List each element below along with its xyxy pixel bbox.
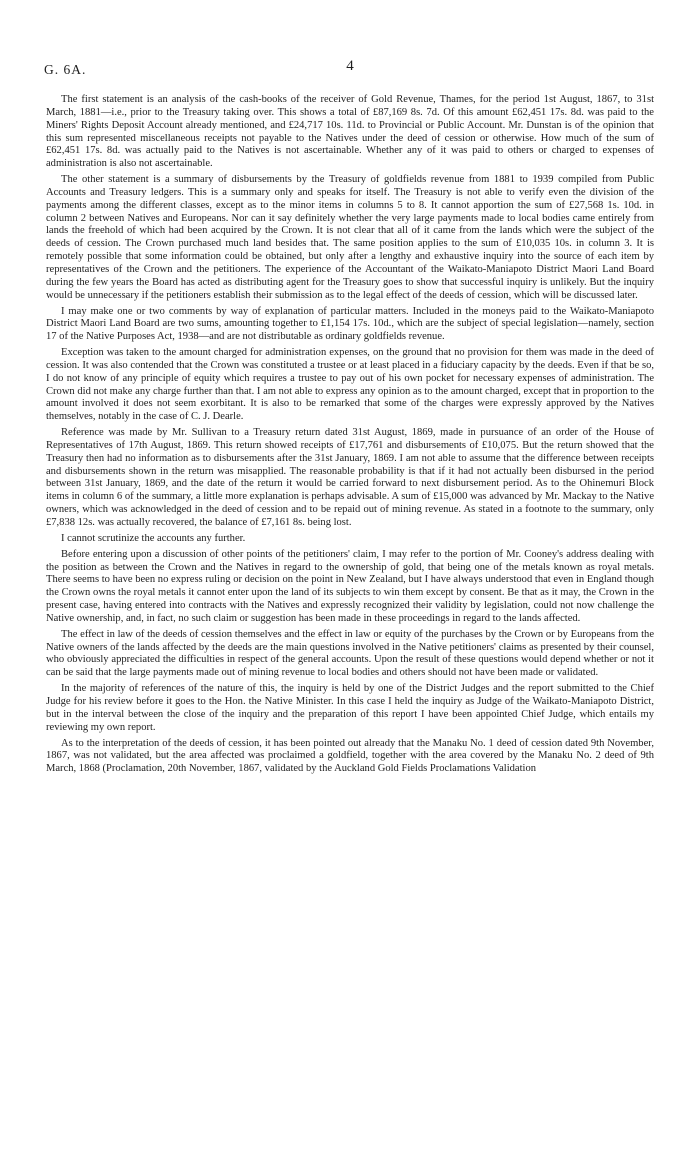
paragraph: Before entering upon a discussion of other points of the petitioners' claim, I may refer to the portion of Mr. Cooney's address dealing with the position as between the Crown and the Natives in regard to the ownership of gold, that being one of the metals known as royal metals. There seems to have been no express ruling or decision on the point in New Zealand, but I have always understood that even in England though the Crown owns the royal metals it cannot enter upon the land of its subjects to win them except by consent. Be that as it may, the Crown in the present case, having entered into contracts with the Natives and expressly recognized their validity by legislation, could not now challenge the Native ownership, and, in fact, no such claim or suggestion has been made in these proceedings in regard to the lands affected. bbox=[46, 548, 654, 624]
paragraph: I cannot scrutinize the accounts any further. bbox=[61, 532, 246, 544]
paragraph: As to the interpretation of the deeds of cession, it has been pointed out already that the Manaku No. 1 deed of cession dated 9th November, 1867, was not validated, but the area affected was proclaimed a goldfield, together with the area covered by the Manaku No. 2 deed of 9th March, 1868 (Proclamation, 20th November, 1867, validated by the Auckland Gold Fields Proclamations Validation bbox=[46, 737, 654, 775]
body-text bbox=[46, 94, 654, 776]
page-number: 4 bbox=[346, 58, 354, 74]
paragraph: The effect in law of the deeds of cession themselves and the effect in law or equity of the purchases by the Crown or by Europeans from the Native owners of the lands affected by the deeds are the main questions involved in the Native petitioners' claims as presented by their counsel, who obviously appreciated the difficulties in respect of the general accounts. Upon the result of these questions would depend whether or not it can be said that the large payments made out of mining revenue to local bodies and others should not have been made or validated. bbox=[46, 628, 654, 679]
paragraph: The first statement is an analysis of the cash-books of the receiver of Gold Revenue, Thames, for the period 1st August, 1867, to 31st March, 1881—i.e., prior to the Treasury taking over. This shows a total of £87,169 8s. 7d. Of this amount £62,451 17s. 8d. was paid to the Miners' Rights Deposit Account already mentioned, and £24,717 10s. 11d. to Provincial or Public Account. Mr. Dunstan is of the opinion that this sum represented miscellaneous receipts not payable to the Natives under the deed of cession or otherwise. How much of the sum of £62,451 17s. 8d. was actually paid to the Natives is not ascertainable. Whether any of it was paid to others or charged to expenses of administration is also not ascertainable. bbox=[46, 94, 654, 170]
paragraph: I may make one or two comments by way of explanation of particular matters. Included in the moneys paid to the Waikato-Maniapoto District Maori Land Board are two sums, amounting together to £1,154 17s. 10d., which are the subject of special legislation—namely, section 17 of the Native Purposes Act, 1938—and are not distributable as ordinary goldfields revenue. bbox=[46, 305, 654, 343]
paragraph: The other statement is a summary of disbursements by the Treasury of goldfields revenue from 1881 to 1939 compiled from Public Accounts and Treasury ledgers. This is a summary only and speaks for itself. The Treasury is not able to verify even the division of the payments among the different classes, except as to the minor items in columns 5 to 8. It cannot apportion the sum of £27,568 1s. 10d. in column 2 between Natives and Europeans. Nor can it say definitely whether the very large payments made to local bodies came entirely from lands the freehold of which had been acquired by the Crown. It is not clear that all of it came from the lands which were the subject of the deeds of cession. The Crown purchased much land besides that. The same position applies to the sum of £10,035 10s. in column 3. It is remotely possible that some information could be obtained, but only after a lengthy and exhaustive inquiry into the source of each item by representatives of the Crown and the petitioners. The experience of the Accountant of the Waikato-Maniapoto District Maori Land Board during the few years the Board has acted as distributing agent for the Treasury goes to show that successful inquiry is unlikely. But the inquiry would be unnecessary if the petitioners establish their submission as to the legal effect of the deeds of cession, which will be discussed later. bbox=[46, 174, 654, 301]
paragraph: Reference was made by Mr. Sullivan to a Treasury return dated 31st August, 1869, made in pursuance of an order of the House of Representatives of 17th August, 1869. This return showed receipts of £17,761 and disbursements of £10,075. But the return showed that the Treasury then had no information as to disbursements after the 31st January, 1869. I am not able to assume that the difference between receipts and disbursements shown in the return was misapplied. The reasonable probability is that if it had not actually been disbursed in the period between 31st January, 1869, and the date of the return it would be carried forward to next disbursement period. As to the Ohinemuri Block items in column 6 of the summary, a little more explanation is perhaps advisable. A sum of £15,000 was advanced by Mr. Mackay to the Native owners, which was acknowledged in the deed of cession and to be repaid out of mining revenue. As stated in a footnote to the summary, only £7,838 12s. was actually recovered, the balance of £7,161 8s. being lost. bbox=[46, 427, 654, 528]
page-reference: G. 6A. bbox=[44, 62, 87, 77]
paragraph: Exception was taken to the amount charged for administration expenses, on the ground that no provision for them was made in the deed of cession. It was also contended that the Crown was constituted a trustee or at least placed in a fiduciary capacity by the deeds. Even if that be so, I do not know of any principle of equity which requires a trustee to pay out of his own pocket for necessary expenses of administration. The Crown did not make any charge further than that. I am not able to express any opinion as to the amount charged, except that in proportion to the amount involved it does not seem exorbitant. It is also to be remarked that some of the charges were expressly approved by the Natives themselves, notably in the case of C. J. Dearle. bbox=[46, 347, 654, 423]
paragraph: In the majority of references of the nature of this, the inquiry is held by one of the District Judges and the report submitted to the Chief Judge for his review before it goes to the Hon. the Native Minister. In this case I held the inquiry as Judge of the Waikato-Maniapoto District, but in the interval between the close of the inquiry and the preparation of this report I have been appointed Chief Judge, which entails my reviewing my own report. bbox=[46, 683, 654, 733]
